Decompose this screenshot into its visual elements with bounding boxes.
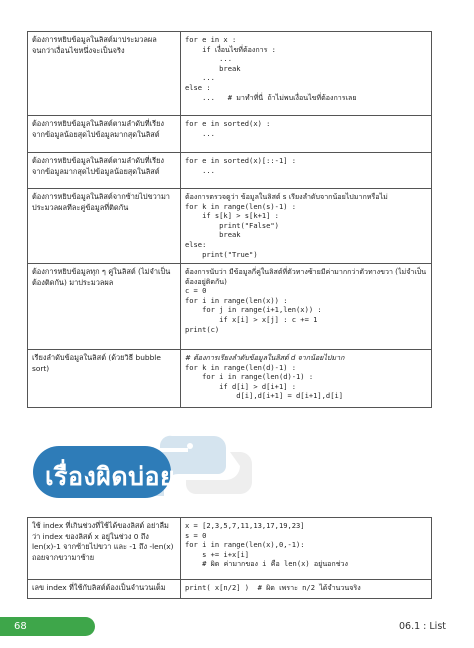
row-description: เลข index ที่ใช้กับลิสต์ต้องเป็นจำนวนเต็ม	[28, 580, 181, 599]
row-description: ต้องการหยิบข้อมูลในลิสต์จากซ้ายไปขวามา ประมวลผลทีละคู่ข้อมูลที่ติดกัน	[28, 189, 181, 264]
table-row	[28, 189, 432, 264]
table-row	[28, 350, 432, 408]
code-block: for k in range(len(d)-1) : for i in range(len(d)-1) : if d[i] > d[i+1] : d[i],d[i+1] = d[i+1],d[i]	[185, 362, 344, 401]
table-row	[28, 518, 432, 580]
row-description: เรียงลำดับข้อมูลในลิสต์ (ด้วยวิธี bubble sort)	[28, 350, 181, 408]
code-intro: # ต้องการเรียงลำดับข้อมูลในลิสต์ d จากน้อยไปมาก	[185, 353, 345, 362]
code-intro: ต้องการนับว่า มีข้อมูลกี่คู่ในลิสต์ที่ตัวทางซ้ายมีค่ามากกว่าตัวทางขวา (ไม่จำเป็นต้องอยู่ติดกัน)	[185, 267, 427, 286]
table-row	[28, 153, 432, 189]
row-code-cell	[181, 153, 432, 189]
row-code-cell	[181, 189, 432, 264]
table-row	[28, 116, 432, 153]
row-code-cell	[181, 350, 432, 408]
row-code-cell	[181, 116, 432, 153]
code-block: c = 0 for i in range(len(x)) : for j in range(i+1,len(x)) : if x[i] > x[j] : c += 1 print(c)	[185, 286, 322, 334]
code-block: for k in range(len(s)-1) : if s[k] > s[k+1] : print("False") break else: print("True")	[185, 201, 297, 259]
row-code-cell	[181, 518, 432, 580]
table-row	[28, 32, 432, 116]
page-number: 68	[14, 621, 27, 632]
row-code-cell	[181, 580, 432, 599]
row-description: ใช้ index ที่เกินช่วงที่ใช้ได้ของลิสต์ อย่าลืมว่า index ของลิสต์ x อยู่ในช่วง 0 ถึง len(x)-1 จากซ้ายไปขวา และ -1 ถึง -len(x) ถอยจากขวามาซ้าย	[28, 518, 181, 580]
table-row	[28, 580, 432, 599]
code-block: for e in x : if เงื่อนไขที่ต้องการ : ... break ... else : ... # มาทำที่นี่ ถ้าไม่พบเงื่อนไขที่ต้องการเลย	[185, 35, 357, 102]
section-title: เรื่องผิดบ่อย	[45, 462, 176, 491]
patterns-table	[27, 31, 432, 408]
code-block: for e in sorted(x) : ...	[185, 119, 271, 138]
row-code-cell	[181, 32, 432, 116]
code-block: print( x[n/2] ) # ผิด เพราะ n/2 ได้จำนวนจริง	[185, 583, 361, 592]
table-row	[28, 264, 432, 350]
row-description: ต้องการหยิบข้อมูลทุก ๆ คู่ในลิสต์ (ไม่จำเป็นต้องติดกัน) มาประมวลผล	[28, 264, 181, 350]
code-block: x = [2,3,5,7,11,13,17,19,23] s = 0 for i in range(len(x),0,-1): s += i+x[i] # ผิด ค่ามากของ i คือ len(x) อยู่นอกช่วง	[185, 521, 348, 569]
row-code-cell	[181, 264, 432, 350]
row-description: ต้องการหยิบข้อมูลในลิสต์ตามลำดับที่เรียง จากข้อมูลน้อยสุดไปข้อมูลมากสุดในลิสต์	[28, 116, 181, 153]
row-description: ต้องการหยิบข้อมูลในลิสต์มาประมวลผล จนกว่าเงื่อนไขหนึ่งจะเป็นจริง	[28, 32, 181, 116]
chapter-label: 06.1 : List	[399, 621, 446, 632]
code-intro: ต้องการตรวจดูว่า ข้อมูลในลิสต์ s เรียงลำดับจากน้อยไปมากหรือไม่	[185, 192, 388, 201]
row-description: ต้องการหยิบข้อมูลในลิสต์ตามลำดับที่เรียง จากข้อมูลมากสุดไปข้อมูลน้อยสุดในลิสต์	[28, 153, 181, 189]
code-block: for e in sorted(x)[::-1] : ...	[185, 156, 297, 175]
common-mistakes-table	[27, 517, 432, 599]
